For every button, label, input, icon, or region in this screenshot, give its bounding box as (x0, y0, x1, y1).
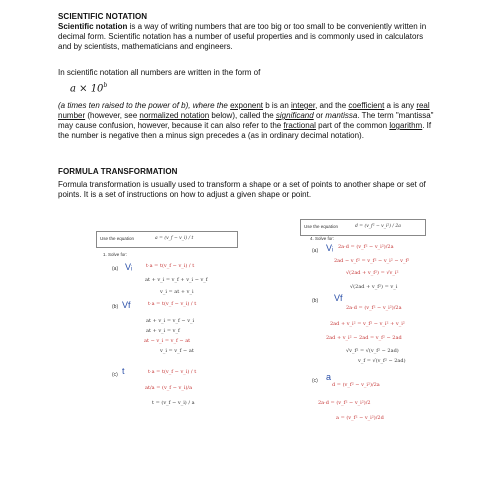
bold-term: Scientific notation (58, 22, 128, 31)
paragraph-formula-transformation: Formula transformation is usually used to transform a shape or a set of points to another shape or set of points. It is a set of instructions on how to adjust a given shape or point. (58, 180, 426, 199)
worksheet-left-instruction: Use the equation (100, 236, 135, 241)
text-segment: . If the number is negative then a minus sign precedes a (as in ordinary decimal notation). (58, 121, 432, 140)
paragraph-explanation (58, 101, 436, 141)
text-segment: below), called the (209, 111, 276, 120)
part-label: (c) (112, 372, 118, 378)
part-label: (b) (312, 298, 319, 304)
term-mantissa: mantissa (325, 111, 358, 120)
part-label: (c) (312, 378, 318, 384)
worksheet-right-equation: d = (v_f² − v_i²) / 2a (355, 224, 401, 229)
link-logarithm[interactable]: logarithm (389, 121, 423, 130)
link-fractional[interactable]: fractional (283, 121, 316, 130)
paragraph-form: In scientific notation all numbers are written in the form of (58, 68, 261, 77)
intro-text: is a way of writing numbers that are too big or too small to be conveniently written in decimal form. Scientific notation has a number of useful properties and is commonly used in calculators and by scientists, mathematicians and engineers. (58, 22, 427, 51)
section-heading-formula-transformation: FORMULA TRANSFORMATION (58, 167, 178, 176)
part-label: (a) (312, 248, 319, 254)
link-exponent[interactable]: exponent (230, 101, 264, 110)
solve-variable: Vᵢ (125, 262, 133, 272)
link-integer[interactable]: integer (291, 101, 316, 110)
link-normalized-notation[interactable]: normalized notation (139, 111, 210, 120)
part-label: (a) (112, 266, 119, 272)
link-coefficient[interactable]: coefficient (348, 101, 385, 110)
solve-variable: Vf (122, 300, 131, 310)
solve-variable: a (326, 372, 332, 382)
formula-base: a × 10 (70, 83, 104, 95)
text-segment: part of the common (315, 121, 390, 130)
text-segment: b is an (263, 101, 292, 110)
section-heading-scientific-notation: SCIENTIFIC NOTATION (58, 12, 148, 21)
solve-variable: Vf (334, 293, 343, 303)
formula-scientific (70, 82, 107, 94)
worksheet-left-equation: a = (v_f − v_i) / t (155, 236, 194, 241)
worksheet-left-task: 1. Solve for: (103, 252, 128, 257)
text-segment: (however, see (85, 111, 140, 120)
worksheet-left-equation-box (96, 231, 238, 248)
worksheet-right-task: 4. Solve for: (310, 236, 335, 241)
text-segment: , and the (315, 101, 349, 110)
solve-variable: Vᵢ (326, 243, 334, 253)
text-segment: or (313, 111, 326, 120)
link-significand[interactable]: significand (275, 111, 314, 120)
text-segment: a is any (384, 101, 417, 110)
part-label: (b) (112, 304, 119, 310)
text-segment: (a times ten raised to the power of b), where the (58, 101, 231, 110)
text-segment: . The term "mantissa" may cause confusion, however, because it can also refer to the (58, 111, 434, 130)
paragraph-scientific-intro (58, 22, 436, 52)
worksheet-right-instruction: Use the equation (304, 224, 339, 229)
worksheet-right-equation-box (300, 219, 426, 236)
solve-variable: t (122, 366, 125, 376)
document-page: SCIENTIFIC NOTATION Scientific notation is a way of writing numbers that are too big or too small to be conveniently written in decimal form. Scientific notation has a number of useful properties and is commonly used in calculators and by scientists, mathematicians and engineers. In scientific notation all numbers are written in the form of $a \times 10^b$ (a times ten raised to the power of b), where the exponent b is an integer, and the coefficient a is any real number (however, see normalized notation below), called the significand or mantissa. The term "mantissa" may cause confusion, however, because it can also refer to the fractional part of the common logarithm. If the number is negative then a minus sign precedes a (as in ordinary decimal notation). FORMULA TRANSFORMATION Formula transformation is usually used to transform a shape or a set of points to another shape or set of points. It is a set of instructions on how to adjust a given shape or point. Use the equation a = (v_f − v_i) / t 1. Solve for: (a) Vᵢ t·a = t(v_f − v_i) / t at + v_i = v_f + v_i − v_f v_i = at + v_i (b) Vf t·a = t(v_f − v_i) / t at + v_i = v_f − v_i at + v_i = v_f at − v_i = v_f − at v_i = v_f − at (c) t t·a = t(v_f − v_i) / t at/a = (v_f − v_i)/a t = (v_f − v_i) / a Use the equation d = (v_f² − v_i²) / 2a 4. Solve for: (a) Vᵢ 2a·d = (v_f² − v_i²)/2a 2ad − v_f² = v_f² − v_i² − v_f² √(2ad + v_f²) = √v_i² √(2ad + v_f²) = v_i (b) Vf 2a·d = (v_f² − v_i²)/2a 2ad + v_i² = v_f² − v_i² + v_i² 2ad + v_i² − 2ad = v_f² − 2ad √v_f² = √(v_f² − 2ad) v_f = √(v_f² − 2ad) (c) a d = (v_f² − v_i²)/2a 2a·d = (v_f² − v_i²)/2 a = (v_f² − v_i²)/2d (0, 0, 495, 495)
link-real-number[interactable]: real number (58, 101, 430, 120)
formula-exponent: b (103, 82, 108, 89)
